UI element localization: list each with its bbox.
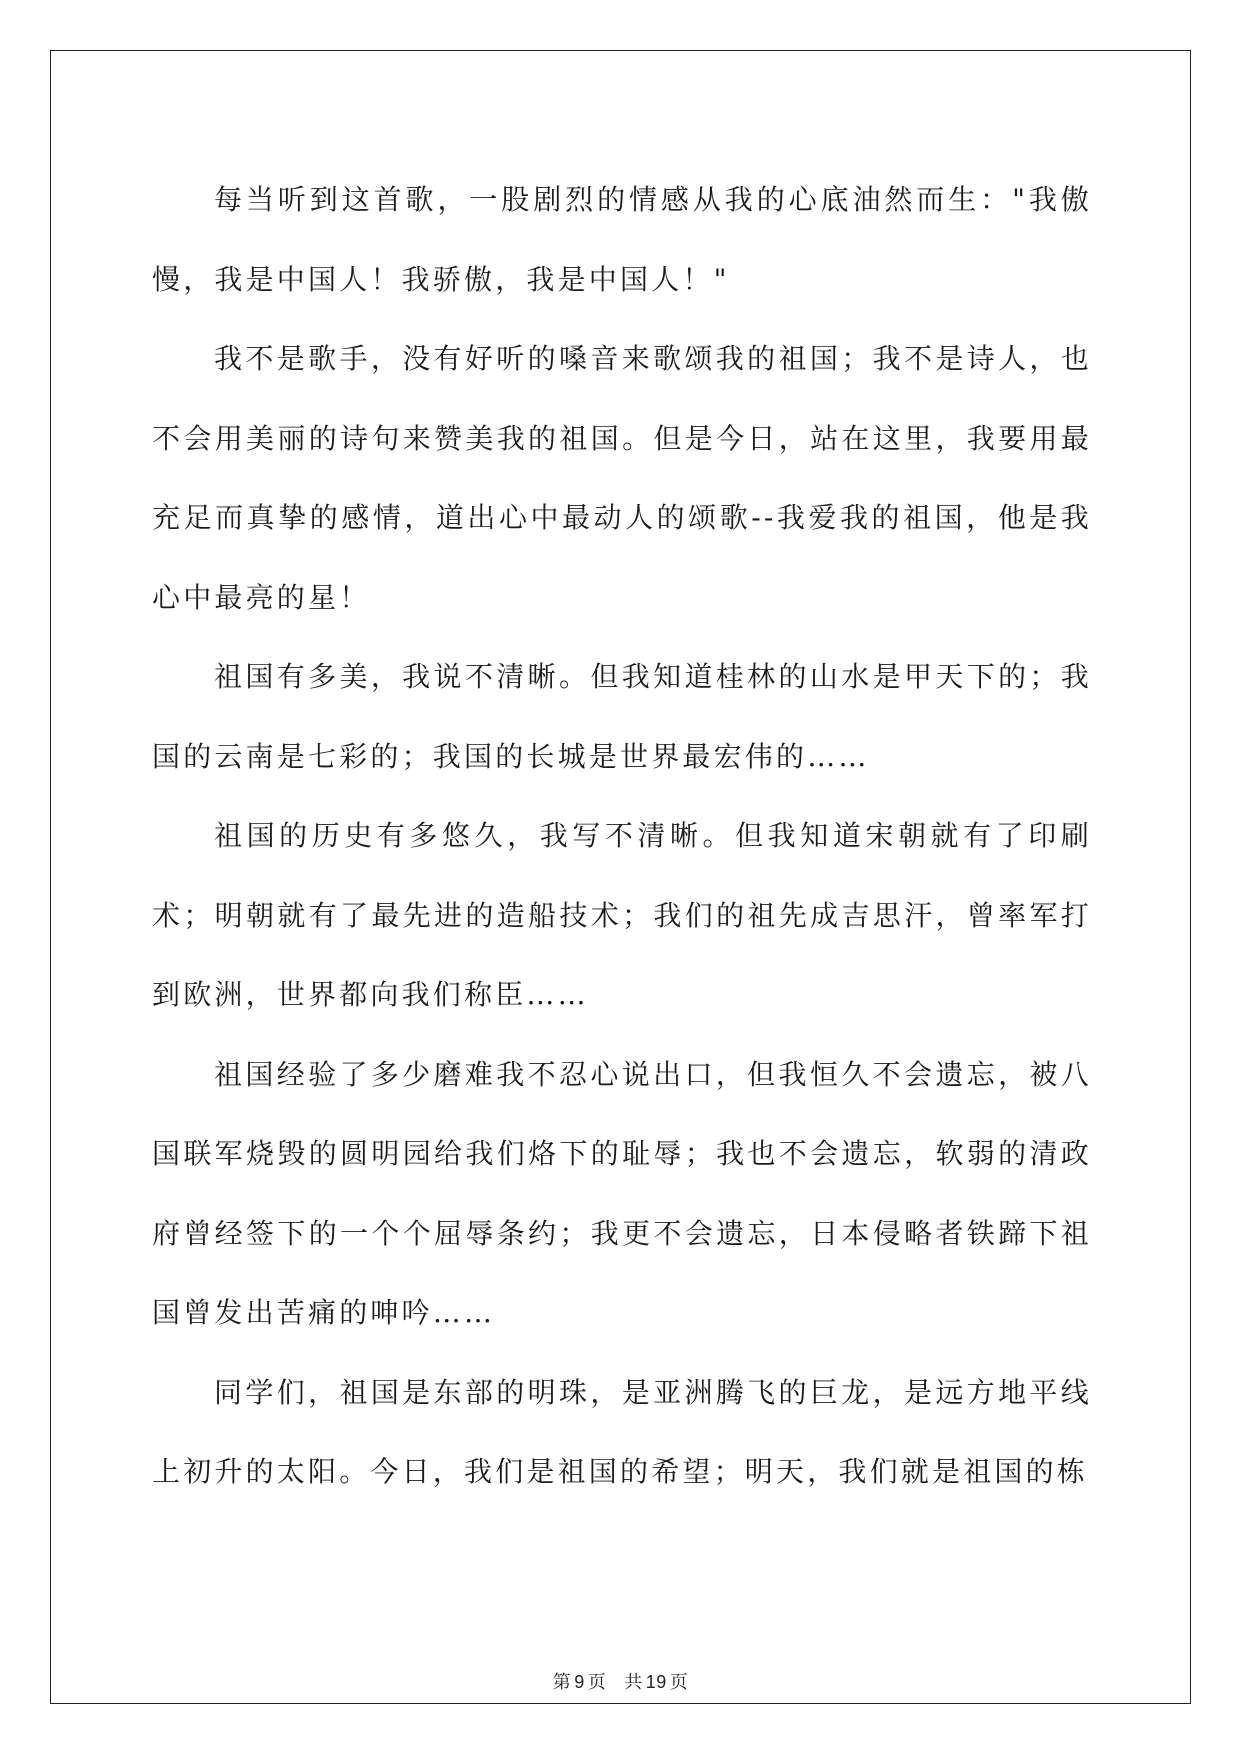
page-number: 9 [574, 1672, 585, 1692]
total-pages: 19 [645, 1672, 667, 1692]
document-body [152, 160, 1092, 1512]
total-label-suffix: 页 [669, 1672, 689, 1693]
page-footer [0, 1670, 1241, 1695]
page-label-suffix: 页 [587, 1672, 607, 1693]
paragraph: 我不是歌手，没有好听的嗓音来歌颂我的祖国；我不是诗人，也不会用美丽的诗句来赞美我的祖国。但是今日，站在这里，我要用最充足而真挚的感情，道出心中最动人的颂歌--我爱我的祖国，他是我心中最亮的星！ [152, 342, 1092, 614]
paragraph: 每当听到这首歌，一股剧烈的情感从我的心底油然而生："我傲慢，我是中国人！我骄傲，我是中国人！" [152, 183, 1092, 296]
page-label-prefix: 第 [552, 1672, 572, 1693]
paragraph: 同学们，祖国是东部的明珠，是亚洲腾飞的巨龙，是远方地平线上初升的太阳。今日，我们是祖国的希望；明天，我们就是祖国的栋 [152, 1375, 1092, 1488]
paragraph: 祖国经验了多少磨难我不忍心说出口，但我恒久不会遗忘，被八国联军烧毁的圆明园给我们烙下的耻辱；我也不会遗忘，软弱的清政府曾经签下的一个个屈辱条约；我更不会遗忘，日本侵略者铁蹄下祖国曾发出苦痛的呻吟…… [152, 1057, 1092, 1329]
paragraph: 祖国有多美，我说不清晰。但我知道桂林的山水是甲天下的；我国的云南是七彩的；我国的长城是世界最宏伟的…… [152, 660, 1092, 773]
total-label-prefix: 共 [624, 1672, 643, 1693]
paragraph: 祖国的历史有多悠久，我写不清晰。但我知道宋朝就有了印刷术；明朝就有了最先进的造船技术；我们的祖先成吉思汗，曾率军打到欧洲，世界都向我们称臣…… [152, 819, 1092, 1011]
